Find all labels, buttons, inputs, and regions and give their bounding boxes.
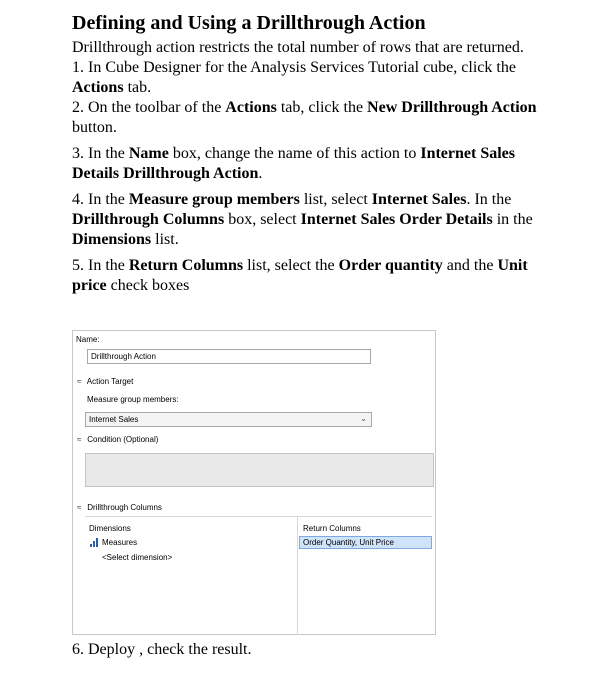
step-5-bold-1: Return Columns (128, 257, 244, 274)
name-input-value: Drillthrough Action (91, 352, 156, 361)
step-5-text: 5. In the (72, 257, 129, 274)
return-columns-value: Order Quantity, Unit Price (303, 538, 394, 547)
step-4-tail: list. (151, 231, 179, 248)
condition-label: Condition (Optional) (87, 435, 159, 444)
step-2-text: 2. On the toolbar of the (72, 99, 226, 116)
collapse-icon: ≈ (77, 435, 82, 444)
step-4-mid-3: box, select (224, 211, 301, 228)
measures-item[interactable]: Measures (102, 538, 138, 547)
step-5-bold-2: Order quantity (338, 257, 443, 274)
action-target-section[interactable] (77, 377, 133, 386)
measure-group-value: Internet Sales (89, 415, 139, 424)
step-2-bold-2: New Drillthrough Action (367, 99, 537, 116)
drillthrough-screenshot (72, 330, 436, 635)
step-3-bold-1: Name (128, 145, 169, 162)
step-1-bold: Actions (72, 79, 124, 96)
dimensions-header: Dimensions (89, 524, 131, 533)
drillthrough-grid (85, 516, 432, 635)
step-4-mid-2: . In the (466, 191, 512, 208)
step-4 (72, 190, 542, 250)
drillthrough-columns-label: Drillthrough Columns (87, 503, 162, 512)
step-4-mid-1: list, select (299, 191, 372, 208)
step-4-mid-4: in the (492, 211, 533, 228)
step-5-tail: check boxes (106, 277, 190, 294)
return-columns-cell[interactable] (299, 536, 432, 549)
step-3-bold-2: Internet Sales Details Drillthrough Action (72, 145, 515, 182)
measures-icon (90, 539, 98, 547)
step-1-tail: tab. (123, 79, 152, 96)
step-6: 6. Deploy , check the result. (72, 641, 252, 658)
step-5-mid-2: and the (442, 257, 498, 274)
step-1 (72, 58, 542, 98)
step-3-mid: box, change the name of this action to (168, 145, 421, 162)
step-2 (72, 98, 542, 138)
measure-group-label: Measure group members: (87, 395, 179, 404)
step-4-bold-4: Internet Sales Order Details (300, 211, 493, 228)
intro-text: Drillthrough action restricts the total number of rows that are returned. (72, 39, 524, 56)
step-4-bold-5: Dimensions (72, 231, 152, 248)
step-2-bold-1: Actions (225, 99, 277, 116)
name-input[interactable] (87, 349, 371, 364)
step-4-bold-2: Internet Sales (371, 191, 467, 208)
collapse-icon: ≈ (77, 377, 82, 386)
measure-group-dropdown[interactable] (85, 412, 372, 427)
condition-section[interactable] (77, 435, 158, 444)
step-1-text: 1. In Cube Designer for the Analysis Services Tutorial cube, click the (72, 59, 516, 76)
doc-title: Defining and Using a Drillthrough Action (72, 12, 426, 34)
step-5 (72, 256, 542, 296)
step-3 (72, 144, 542, 184)
drillthrough-columns-section[interactable] (77, 503, 162, 512)
grid-divider (297, 517, 298, 635)
step-3-text: 3. In the (72, 145, 129, 162)
document (72, 10, 542, 296)
step-4-bold-3: Drillthrough Columns (72, 211, 225, 228)
chevron-down-icon: ⌄ (360, 414, 367, 423)
action-target-label: Action Target (86, 377, 134, 386)
step-3-tail: . (258, 165, 263, 182)
step-4-bold-1: Measure group members (128, 191, 300, 208)
return-columns-header: Return Columns (303, 524, 361, 533)
select-dimension-item[interactable]: <Select dimension> (102, 553, 173, 562)
step-2-tail: button. (72, 119, 117, 136)
step-5-bold-3: Unit price (72, 257, 528, 294)
step-4-text: 4. In the (72, 191, 129, 208)
name-label: Name: (76, 335, 100, 344)
step-2-mid: tab, click the (276, 99, 368, 116)
condition-editor[interactable] (85, 453, 434, 487)
collapse-icon: ≈ (77, 503, 82, 512)
step-5-mid-1: list, select the (243, 257, 339, 274)
